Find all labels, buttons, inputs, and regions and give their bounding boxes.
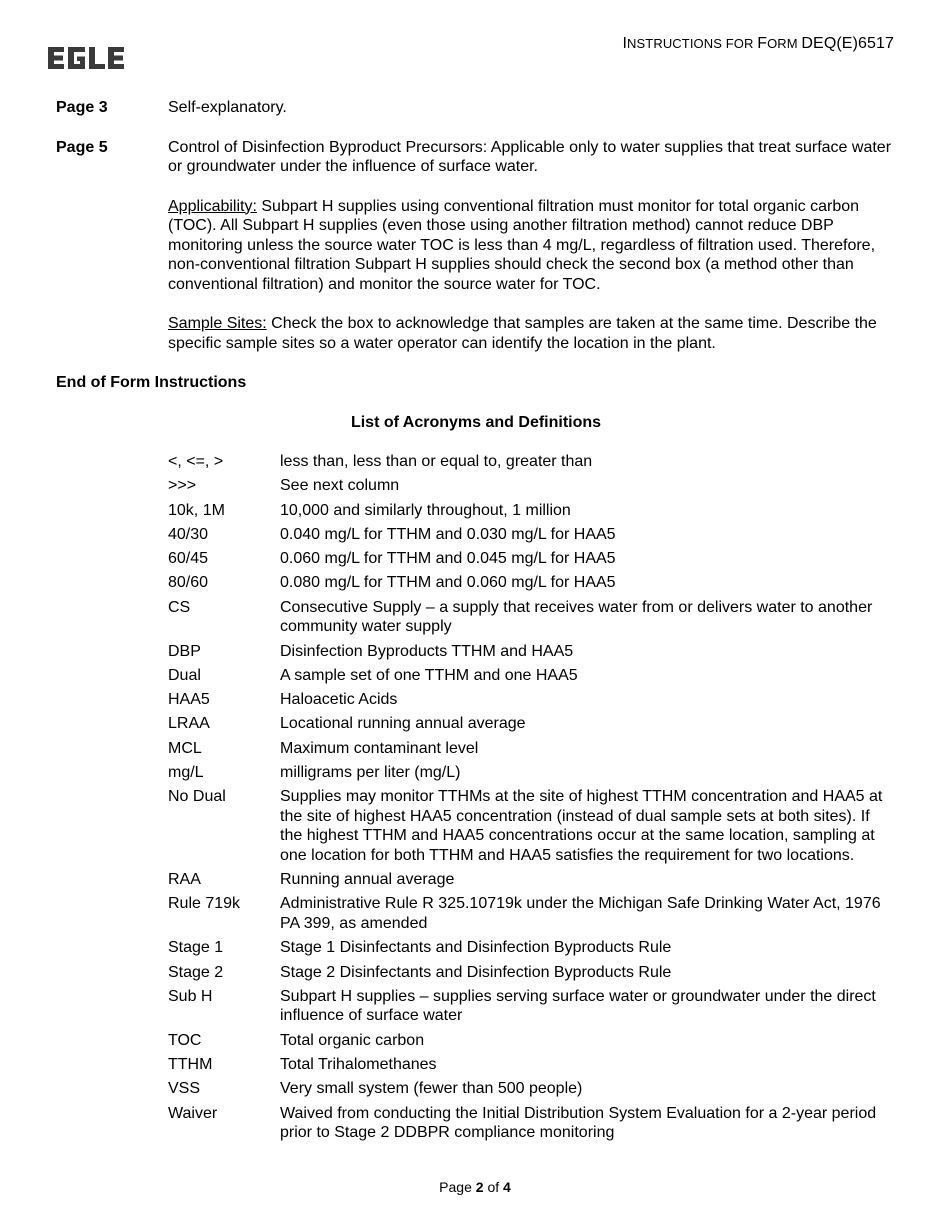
acronym-term: >>> xyxy=(168,477,197,495)
acronym-term: 80/60 xyxy=(168,574,209,592)
acronym-row xyxy=(168,642,896,662)
paragraph xyxy=(168,197,896,295)
page-label: Page 5 xyxy=(56,138,108,156)
acronym-definition: Haloacetic Acids xyxy=(280,691,398,709)
acronyms-title: List of Acronyms and Definitions xyxy=(350,413,602,431)
acronym-term: VSS xyxy=(168,1080,201,1098)
acronyms-table xyxy=(168,452,896,1143)
form-title-number: DEQ(E)6517 xyxy=(801,35,894,52)
paragraph-text: Subpart H supplies using conventional filtration must monitor for total organic carbon (TOC). All Subpart H supplies (even those using another filtration method) cannot reduce DBP monitoring unless the source water TOC is less than 4 mg/L, regardless of filtration used. Therefore, non-conventional filtration Subpart H supplies should check the second box (a method other than conventional filtration) and monitor the source water for TOC. xyxy=(168,197,876,293)
acronym-definition: 10,000 and similarly throughout, 1 million xyxy=(280,501,571,519)
page-label: Page 3 xyxy=(56,99,108,116)
acronym-row xyxy=(168,938,896,958)
acronym-term: DBP xyxy=(168,642,201,660)
paragraph xyxy=(168,98,896,118)
form-title-smallcaps-1: NSTRUCTIONS FOR xyxy=(627,36,758,51)
footer-middle: of xyxy=(483,1179,504,1195)
acronym-row xyxy=(168,598,896,637)
acronym-term: mg/L xyxy=(168,764,204,782)
form-title-smallcaps-2: ORM xyxy=(767,36,802,51)
acronym-definition: Total organic carbon xyxy=(280,1031,425,1049)
acronym-term: Waiver xyxy=(168,1104,218,1122)
acronym-term: Stage 2 xyxy=(168,963,224,981)
acronym-row xyxy=(168,870,896,890)
acronym-row xyxy=(168,573,896,593)
acronym-term: 10k, 1M xyxy=(168,501,225,519)
paragraph-lead: Applicability: xyxy=(168,197,257,215)
acronym-row xyxy=(168,549,896,569)
acronym-row xyxy=(168,1079,896,1099)
acronym-definition: 0.060 mg/L for TTHM and 0.045 mg/L for HAA5 xyxy=(280,550,616,568)
acronym-definition: Maximum contaminant level xyxy=(280,739,479,757)
acronym-term: TTHM xyxy=(168,1055,213,1073)
acronym-definition: Disinfection Byproducts TTHM and HAA5 xyxy=(280,642,574,660)
acronym-definition: Supplies may monitor TTHMs at the site of highest TTHM concentration and HAA5 at the site of highest HAA5 concentration (instead of dual sample sets at both sites). If the highest TTHM and HAA5 concentrations occur at the same location, sampling at one location for both TTHM and HAA5 satisfies the requirement for two locations. xyxy=(280,788,883,864)
acronym-row xyxy=(168,690,896,710)
acronym-row xyxy=(168,739,896,759)
acronym-row xyxy=(168,963,896,983)
document-body xyxy=(56,98,896,1147)
acronym-row xyxy=(168,1104,896,1143)
paragraph-text: Self-explanatory. xyxy=(168,99,287,116)
acronym-term: Stage 1 xyxy=(168,939,224,957)
acronym-row xyxy=(168,525,896,545)
page-body xyxy=(168,98,896,118)
acronym-term: 40/30 xyxy=(168,525,209,543)
paragraph xyxy=(168,314,896,353)
acronym-definition: Administrative Rule R 325.10719k under the Michigan Safe Drinking Water Act, 1976 PA 399, as amended xyxy=(280,895,881,932)
acronym-term: 60/45 xyxy=(168,550,209,568)
acronym-row xyxy=(168,1055,896,1075)
acronym-definition: Stage 2 Disinfectants and Disinfection Byproducts Rule xyxy=(280,963,672,981)
acronym-row xyxy=(168,787,896,865)
acronym-term: Sub H xyxy=(168,987,213,1005)
acronym-definition: less than, less than or equal to, greater than xyxy=(280,453,593,470)
acronym-definition: Very small system (fewer than 500 people) xyxy=(280,1080,583,1098)
acronym-row xyxy=(168,452,896,472)
acronym-definition: 0.080 mg/L for TTHM and 0.060 mg/L for HAA5 xyxy=(280,574,616,592)
acronym-row xyxy=(168,894,896,933)
acronym-definition: Consecutive Supply – a supply that receives water from or delivers water to another community water supply xyxy=(280,598,873,636)
page-footer xyxy=(0,1178,950,1198)
footer-prefix: Page xyxy=(439,1179,476,1195)
form-title-initial-2: F xyxy=(757,35,768,52)
paragraph-text: Check the box to acknowledge that samples are taken at the same time. Describe the specific sample sites so a water operator can identify the location in the plant. xyxy=(168,315,877,352)
acronym-definition: Running annual average xyxy=(280,871,455,889)
footer-total-pages: 4 xyxy=(503,1179,511,1195)
acronym-row xyxy=(168,763,896,783)
acronym-term: Rule 719k xyxy=(168,895,241,913)
acronym-term: RAA xyxy=(168,871,201,889)
acronym-definition: Locational running annual average xyxy=(280,715,526,733)
paragraph-text: Control of Disinfection Byproduct Precursors: Applicable only to water supplies that treat surface water or groundwater under the influence of surface water. xyxy=(168,138,892,175)
footer-current-page: 2 xyxy=(475,1179,484,1195)
acronym-term: TOC xyxy=(168,1031,202,1049)
acronym-row xyxy=(168,476,896,496)
acronym-definition: 0.040 mg/L for TTHM and 0.030 mg/L for HAA5 xyxy=(280,525,616,543)
acronym-row xyxy=(168,501,896,521)
acronym-definition: Total Trihalomethanes xyxy=(280,1055,437,1073)
paragraph-lead: Sample Sites: xyxy=(168,315,267,332)
form-title xyxy=(622,34,894,54)
acronym-term: LRAA xyxy=(168,715,210,733)
acronym-term: HAA5 xyxy=(168,691,210,709)
acronym-definition: Subpart H supplies – supplies serving surface water or groundwater under the direct influence of surface water xyxy=(280,987,876,1025)
acronym-term: MCL xyxy=(168,739,202,757)
acronym-definition: milligrams per liter (mg/L) xyxy=(280,764,461,782)
acronym-row xyxy=(168,714,896,734)
acronym-definition: Waived from conducting the Initial Distribution System Evaluation for a 2-year period prior to Stage 2 DDBPR compliance monitoring xyxy=(280,1104,877,1142)
acronym-term: Dual xyxy=(168,666,201,684)
acronym-definition: See next column xyxy=(280,477,400,495)
end-of-instructions-heading: End of Form Instructions xyxy=(56,374,247,391)
egle-logo xyxy=(46,44,128,72)
acronym-term: <, <=, > xyxy=(168,453,224,470)
acronym-term: No Dual xyxy=(168,788,226,806)
acronym-row xyxy=(168,1031,896,1051)
paragraph xyxy=(168,138,896,177)
acronym-definition: A sample set of one TTHM and one HAA5 xyxy=(280,666,578,684)
acronym-term: CS xyxy=(168,598,191,616)
page-5-section xyxy=(56,138,896,354)
form-title-initial-1: I xyxy=(622,35,628,52)
acronym-row xyxy=(168,987,896,1026)
acronym-row xyxy=(168,666,896,686)
page-3-section xyxy=(56,98,896,118)
page-body xyxy=(168,138,896,354)
acronym-definition: Stage 1 Disinfectants and Disinfection Byproducts Rule xyxy=(280,939,672,957)
